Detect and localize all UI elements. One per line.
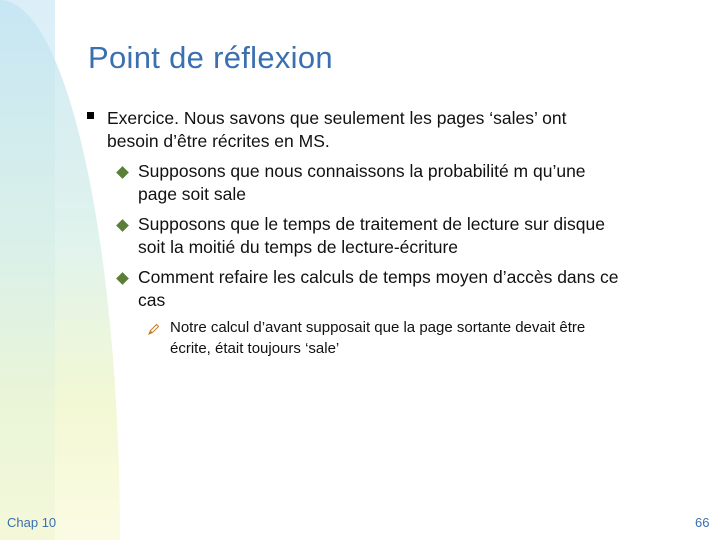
bullet-1-line-2: besoin d’être récrites en MS. <box>107 131 330 151</box>
sub-bullet-1-line-2: page soit sale <box>138 184 246 204</box>
sub-bullet-2-line-2: soit la moitié du temps de lecture-écriture <box>138 237 458 257</box>
page-number: 66 <box>695 515 710 530</box>
decorative-left-band <box>0 0 120 540</box>
sub-sub-bullet-line-1: Notre calcul d’avant supposait que la page sortante devait être <box>170 319 586 336</box>
diamond-bullet-icon <box>116 219 129 232</box>
diamond-bullet-icon <box>116 272 129 285</box>
chapter-label: Chap 10 <box>7 515 57 530</box>
sub-bullet-2-line-1: Supposons que le temps de traitement de lecture sur disque <box>138 214 605 234</box>
diamond-bullet-icon <box>116 166 129 179</box>
decorative-left-band-inner <box>0 0 55 540</box>
sub-bullet-3-line-1: Comment refaire les calculs de temps moyen d’accès dans ce <box>138 267 619 287</box>
slide-title: Point de réflexion <box>88 40 333 75</box>
sub-bullet-3-line-2: cas <box>138 290 166 310</box>
bullet-1-line-1: Exercice. Nous savons que seulement les pages ‘sales’ ont <box>107 108 567 128</box>
square-bullet-icon <box>87 112 94 119</box>
sub-bullet-1-line-1: Supposons que nous connaissons la probabilité m qu’une <box>138 161 586 181</box>
pencil-icon <box>148 323 160 335</box>
sub-sub-bullet-line-2: écrite, était toujours ‘sale’ <box>170 340 340 357</box>
